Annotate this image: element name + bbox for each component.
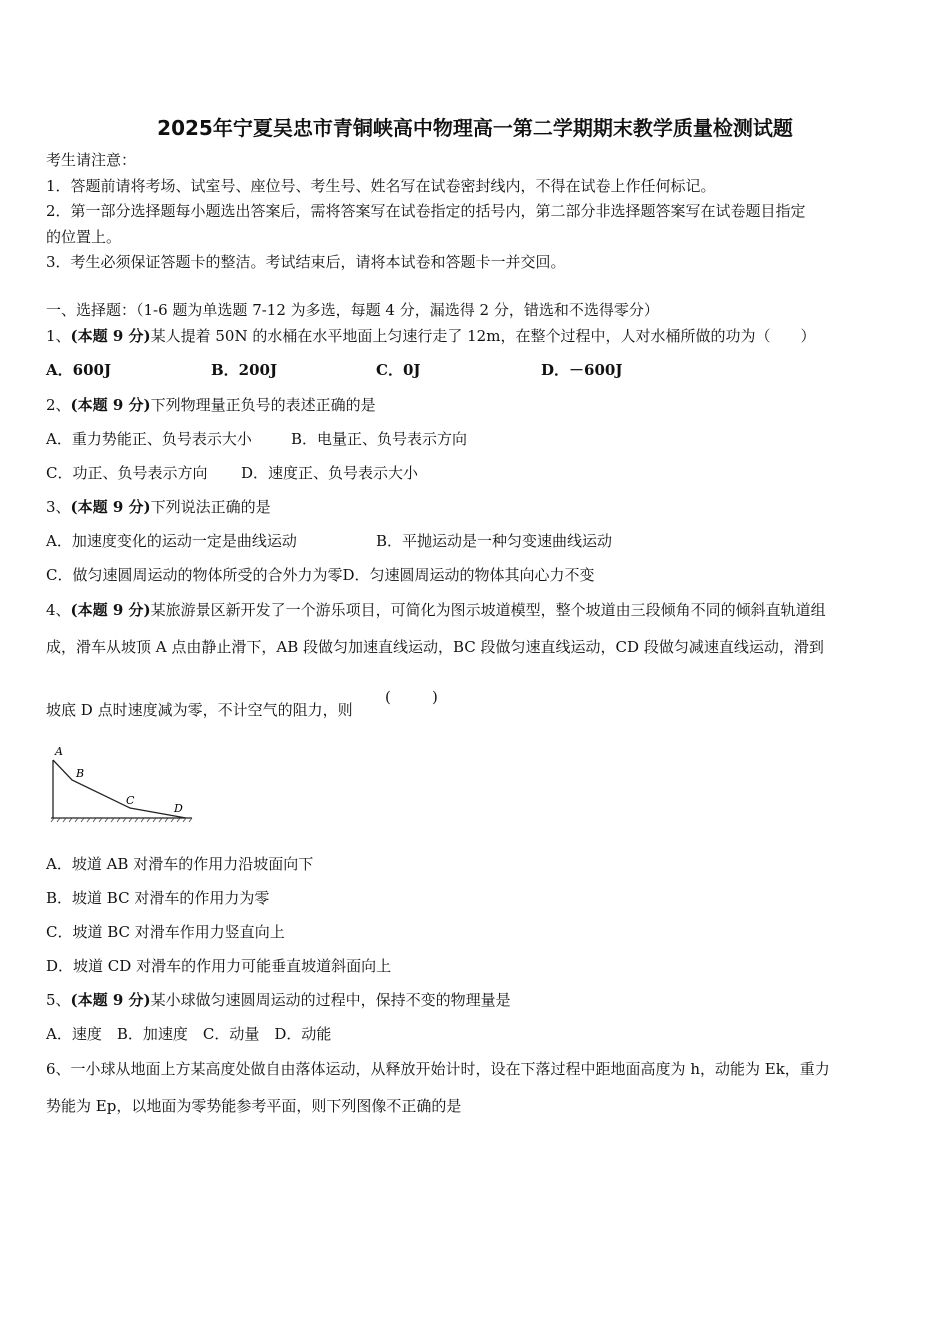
notice-item-2: 2．第一部分选择题每小题选出答案后，需将答案写在试卷指定的括号内，第二部分非选择题答案写在试卷题目指定 (46, 202, 806, 220)
q1-option-c[interactable]: C．0J (376, 361, 421, 379)
q2-options-row-2 (46, 463, 916, 483)
q4-option-a[interactable]: A．坡道 AB 对滑车的作用力沿坡面向下 (46, 855, 314, 873)
q4-option-b[interactable]: B．坡道 BC 对滑车的作用力为零 (46, 889, 270, 907)
q4-option-d[interactable]: D．坡道 CD 对滑车的作用力可能垂直坡道斜面向上 (46, 957, 392, 975)
q1-score: (本题 9 分) (70, 327, 151, 345)
q1-number: 1、 (46, 327, 71, 345)
q2-option-b[interactable]: B．电量正、负号表示方向 (291, 430, 468, 448)
notice-item-1: 1．答题前请将考场、试室号、座位号、考生号、姓名写在试卷密封线内，不得在试卷上作任何标记。 (46, 177, 716, 195)
point-b-label: B (76, 767, 85, 780)
q2-number: 2、 (46, 396, 71, 414)
q3-score: (本题 9 分) (70, 498, 151, 516)
q2-option-d[interactable]: D．速度正、负号表示大小 (241, 464, 419, 482)
q4-text-line-2: 成，滑车从坡顶 A 点由静止滑下，AB 段做匀加速直线运动，BC 段做匀速直线运动，CD 段做匀减速直线运动，滑到 (46, 638, 824, 656)
question-6-line-2: 势能为 Ep，以地面为零势能参考平面，则下列图像不正确的是 (46, 1097, 462, 1115)
q3-number: 3、 (46, 498, 71, 516)
q3-options-row-1 (46, 531, 916, 551)
q4-option-c[interactable]: C．坡道 BC 对滑车作用力竖直向上 (46, 923, 285, 941)
notice-item-3: 3．考生必须保证答题卡的整洁。考试结束后，请将本试卷和答题卡一并交回。 (46, 253, 566, 271)
q1-option-d[interactable]: D．－600J (541, 361, 623, 379)
page-title: 2025年宁夏吴忠市青铜峡高中物理高一第二学期期末教学质量检测试题 (157, 116, 793, 140)
q3-text: 下列说法正确的是 (150, 498, 271, 516)
q1-option-a[interactable]: A．600J (46, 361, 112, 379)
notice-heading: 考生请注意： (46, 151, 137, 169)
q5-score: (本题 9 分) (70, 991, 151, 1009)
q2-options-row-1 (46, 429, 916, 449)
section-heading: 一、选择题：（1-6 题为单选题 7-12 为多选，每题 4 分，漏选得 2 分，错选和不选得零分） (46, 301, 659, 319)
q2-option-a[interactable]: A．重力势能正、负号表示大小 (46, 430, 252, 448)
question-1 (46, 326, 916, 346)
q1-text: 某人提着 50N 的水桶在水平地面上匀速行走了 12m，在整个过程中，人对水桶所做的功为（ ） (150, 327, 816, 345)
question-3 (46, 497, 916, 517)
q4-answer-paren-close: ) (432, 688, 438, 706)
point-c-label: C (126, 794, 135, 807)
question-4 (46, 600, 916, 620)
q3-option-d[interactable]: D．匀速圆周运动的物体其向心力不变 (342, 566, 595, 584)
q2-text: 下列物理量正负号的表述正确的是 (150, 396, 376, 414)
q5-options[interactable]: A．速度 B．加速度 C．动量 D．动能 (46, 1025, 332, 1043)
q1-option-b[interactable]: B．200J (211, 361, 278, 379)
slope-diagram (46, 746, 198, 826)
q4-answer-paren-open: ( (385, 688, 391, 706)
q1-options (46, 360, 916, 380)
notice-item-2-cont: 的位置上。 (46, 228, 122, 246)
question-6-line-1: 6、一小球从地面上方某高度处做自由落体运动，从释放开始计时，设在下落过程中距地面高度为 h，动能为 Ek，重力 (46, 1060, 830, 1078)
q5-text: 某小球做匀速圆周运动的过程中，保持不变的物理量是 (150, 991, 511, 1009)
question-2 (46, 395, 916, 415)
q4-text-line-1: 某旅游景区新开发了一个游乐项目，可简化为图示坡道模型，整个坡道由三段倾角不同的倾斜直轨道组 (150, 601, 826, 619)
point-a-label: A (55, 746, 63, 758)
q4-number: 4、 (46, 601, 71, 619)
q2-option-c[interactable]: C．功正、负号表示方向 (46, 464, 208, 482)
point-d-label: D (174, 802, 183, 815)
slope-track (53, 760, 186, 818)
q5-number: 5、 (46, 991, 71, 1009)
q3-option-b[interactable]: B．平抛运动是一种匀变速曲线运动 (376, 532, 613, 550)
q2-score: (本题 9 分) (70, 396, 151, 414)
q3-options-row-2 (46, 565, 916, 585)
q3-option-a[interactable]: A．加速度变化的运动一定是曲线运动 (46, 532, 297, 550)
q3-option-c[interactable]: C．做匀速圆周运动的物体所受的合外力为零 (46, 566, 343, 584)
q4-text-line-3: 坡底 D 点时速度减为零，不计空气的阻力，则 (46, 701, 353, 719)
q4-score: (本题 9 分) (70, 601, 151, 619)
question-5 (46, 990, 916, 1010)
